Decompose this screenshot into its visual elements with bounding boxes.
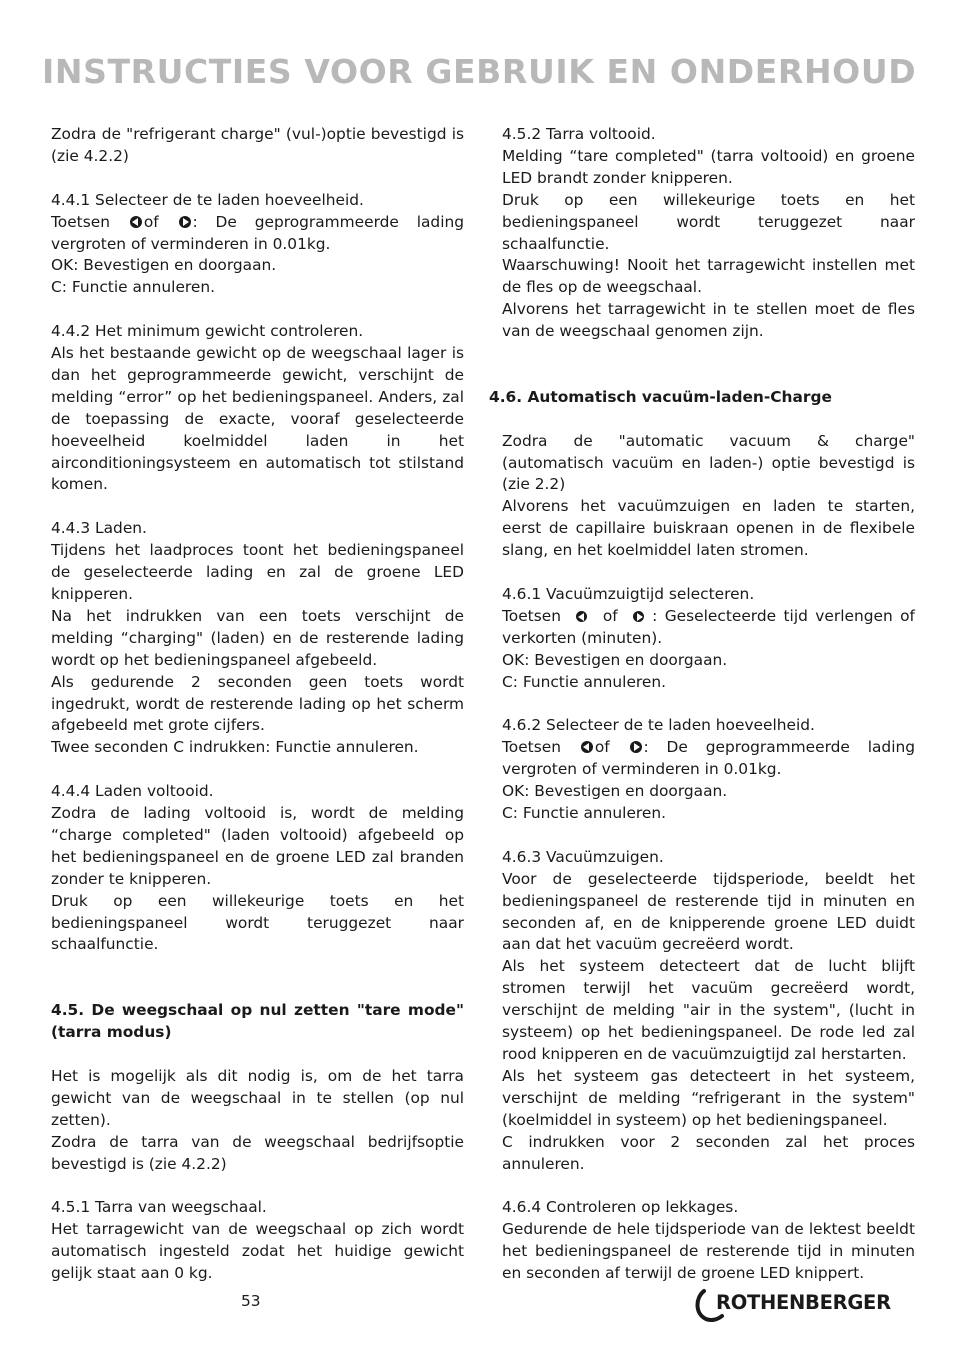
section-463-paragraph: Als het systeem detecteert dat de lucht blijft stromen terwijl het vacuüm gecreëerd wordt, verschijnt de melding "air in the system", (lucht in systeem) op het bedieningspaneel. De rode led zal rood knipperen en de vacuümzuigtijd zal herstarten.	[502, 957, 915, 1063]
section-444-paragraph: Zodra de lading voltooid is, wordt de melding “charge completed" (laden voltooid) afgebeeld op het bedieningspaneel en de groene LED zal branden zonder te knipperen.	[51, 804, 464, 888]
section-442-body: Als het bestaande gewicht op de weegschaal lager is dan het geprogrammeerde gewicht, verschijnt de melding “error” op het bedieningspaneel. Anders, zal de toepassing de exacte, vooraf geselecteerde hoeveelheid koelmiddel laden in het airconditioningsysteem en automatisch tot stilstand komen.	[51, 344, 464, 494]
right-arrow-key-icon	[630, 741, 642, 753]
intro-paragraph: Zodra de "refrigerant charge" (vul-)optie bevestigd is (zie 4.2.2)	[51, 125, 464, 165]
section-464-body: Gedurende de hele tijdsperiode van de lektest beeldt het bedieningspaneel de resterende tijd in minuten en seconden af terwijl de groene LED knippert.	[502, 1220, 915, 1283]
right-arrow-key-icon	[633, 611, 644, 622]
left-column	[51, 124, 464, 1285]
right-arrow-key-icon	[179, 216, 191, 228]
section-441-title: 4.4.1 Selecteer de te laden hoeveelheid.	[51, 190, 364, 209]
section-451-body: Het tarragewicht van de weegschaal op zich wordt automatisch ingesteld zodat het huidige gewicht gelijk staat aan 0 kg.	[51, 1220, 464, 1283]
left-arrow-key-icon	[130, 216, 142, 228]
section-452-paragraph: Druk op een willekeurige toets en het bedieningspaneel wordt teruggezet naar schaalfunctie.	[502, 190, 915, 253]
section-441-keys: Toetsen of : De geprogrammeerde lading vergroten of verminderen in 0.01kg.	[51, 212, 464, 253]
section-442-title: 4.4.2 Het minimum gewicht controleren.	[51, 322, 364, 341]
brand-name: ROTHENBERGER	[716, 1291, 891, 1314]
section-441-cancel: C: Functie annuleren.	[51, 278, 216, 297]
section-45-paragraph: Het is mogelijk als dit nodig is, om de het tarra gewicht van de weegschaal in te stellen (op nul zetten).	[51, 1066, 464, 1129]
section-444-title: 4.4.4 Laden voltooid.	[51, 782, 214, 801]
section-46-paragraph: Zodra de "automatic vacuum & charge" (automatisch vacuüm en laden-) optie bevestigd is (zie 2.2)	[502, 431, 915, 494]
section-45-heading: 4.5. De weegschaal op nul zetten "tare mode" (tarra modus)	[51, 1001, 464, 1042]
section-443-paragraph: Als gedurende 2 seconden geen toets wordt ingedrukt, wordt de resterende lading op het scherm afgebeeld met grote cijfers.	[51, 672, 464, 735]
section-462-cancel: C: Functie annuleren.	[502, 804, 667, 823]
section-461-keys: Toetsen of : Geselecteerde tijd verlengen of verkorten (minuten).	[502, 606, 915, 647]
page-number: 53	[241, 1292, 261, 1310]
section-462-ok: OK: Bevestigen en doorgaan.	[502, 782, 728, 801]
section-444-paragraph: Druk op een willekeurige toets en het bedieningspaneel wordt teruggezet naar schaalfunctie.	[51, 891, 464, 954]
section-463-paragraph: Voor de geselecteerde tijdsperiode, beeldt het bedieningspaneel de resterende tijd in minuten en seconden af, en de knipperende groene LED duidt aan dat het vacuüm gecreëerd wordt.	[502, 869, 915, 954]
section-452-title: 4.5.2 Tarra voltooid.	[502, 125, 656, 143]
section-46-heading: 4.6. Automatisch vacuüm-laden-Charge	[489, 387, 832, 406]
section-441-ok: OK: Bevestigen en doorgaan.	[51, 256, 277, 275]
section-443-paragraph: Tijdens het laadproces toont het bedieningspaneel de geselecteerde lading en zal de groene LED knipperen.	[51, 541, 464, 603]
left-arrow-key-icon	[581, 741, 593, 753]
section-464-title: 4.6.4 Controleren op lekkages.	[502, 1198, 739, 1217]
section-462-title: 4.6.2 Selecteer de te laden hoeveelheid.	[502, 716, 815, 735]
section-462-keys: Toetsen of : De geprogrammeerde lading vergroten of verminderen in 0.01kg.	[502, 738, 915, 779]
right-column	[489, 124, 915, 1285]
page-title: INSTRUCTIES VOOR GEBRUIK EN ONDERHOUD	[42, 52, 917, 91]
section-45-paragraph: Zodra de tarra van de weegschaal bedrijfsoptie bevestigd is (zie 4.2.2)	[51, 1132, 464, 1173]
left-arrow-key-icon	[576, 611, 587, 622]
section-443-paragraph: Na het indrukken van een toets verschijnt de melding “charging" (laden) en de resterende lading wordt op het bedieningspaneel afgebeeld.	[51, 606, 464, 669]
section-452-paragraph: Melding “tare completed" (tarra voltooid) en groene LED brandt zonder knipperen.	[502, 146, 915, 187]
section-461-cancel: C: Functie annuleren.	[502, 672, 667, 691]
section-461-title: 4.6.1 Vacuümzuigtijd selecteren.	[502, 584, 755, 603]
section-443-title: 4.4.3 Laden.	[51, 519, 147, 538]
section-463-title: 4.6.3 Vacuümzuigen.	[502, 847, 664, 866]
section-452-paragraph: Waarschuwing! Nooit het tarragewicht instellen met de fles op de weegschaal.	[502, 256, 915, 297]
section-461-ok: OK: Bevestigen en doorgaan.	[502, 650, 728, 669]
section-46-paragraph: Alvorens het vacuümzuigen en laden te starten, eerst de capillaire buiskraan openen in de flexibele slang, en het koelmiddel laten stromen.	[502, 497, 915, 560]
section-452-paragraph: Alvorens het tarragewicht in te stellen moet de fles van de weegschaal genomen zijn.	[502, 300, 915, 341]
section-451-title: 4.5.1 Tarra van weegschaal.	[51, 1198, 267, 1217]
section-463-paragraph: C indrukken voor 2 seconden zal het proces annuleren.	[502, 1132, 915, 1173]
section-443-paragraph: Twee seconden C indrukken: Functie annuleren.	[51, 738, 419, 757]
section-463-paragraph: Als het systeem gas detecteert in het systeem, verschijnt de melding “refrigerant in the system" (koelmiddel in systeem) op het bedieningspaneel.	[502, 1066, 915, 1129]
